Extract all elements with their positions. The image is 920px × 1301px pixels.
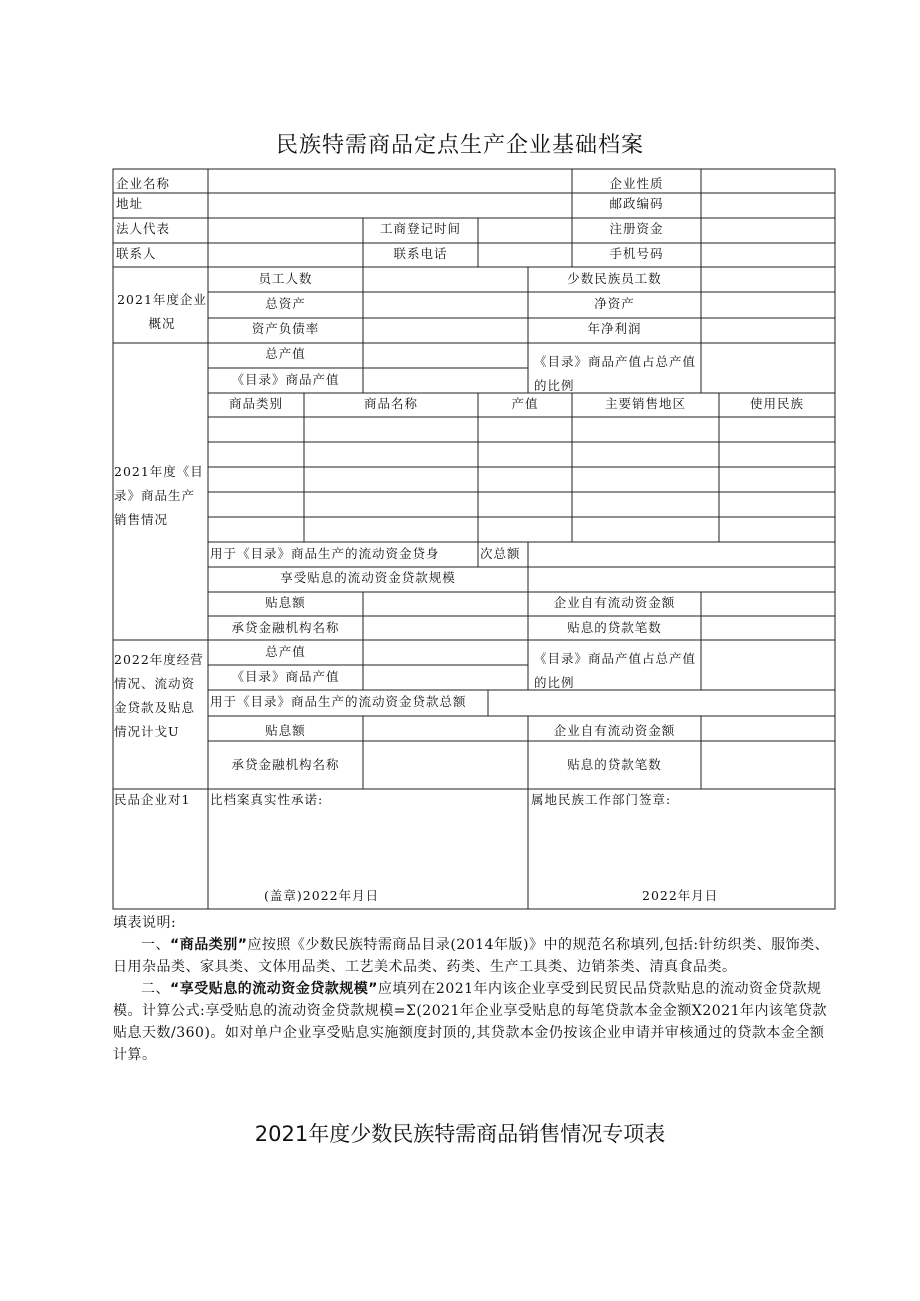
note-2-term: “享受贴息的流动资金贷款规模”	[170, 981, 378, 997]
label-total-output: 总产值	[265, 346, 306, 361]
label-debt-ratio: 资产负债率	[251, 321, 320, 336]
label-contact: 联系人	[116, 246, 157, 261]
label-loan-count: 贴息的贷款笔数	[567, 620, 662, 635]
label-loan-total-suffix: 次总额	[480, 546, 521, 561]
label-own-funds-2022: 企业自有流动资金额	[553, 723, 676, 738]
notes-heading: 填表说明:	[113, 915, 177, 931]
fill-instructions	[113, 912, 838, 1066]
label-sales-2021: 2021年度《目录》商品生产销售情况	[114, 464, 204, 527]
label-commitment: 比档案真实性承诺:	[210, 792, 324, 807]
label-employees: 员工人数	[258, 271, 313, 286]
label-overview-2021: 2021年度企业概况	[117, 292, 207, 331]
col-header-region: 主要销售地区	[604, 396, 686, 411]
label-net-profit: 年净利润	[587, 321, 642, 336]
note-1	[113, 934, 838, 978]
col-header-ethnic: 使用民族	[749, 396, 804, 411]
label-reg-time: 工商登记时间	[379, 221, 461, 236]
label-catalog-ratio-2022: 《目录》商品产值占总产值的比例	[534, 651, 697, 690]
label-commitment-left: 民品企业对1	[114, 792, 191, 807]
label-postcode: 邮政编码	[609, 196, 664, 211]
document-title: 民族特需商品定点生产企业基础档案	[275, 133, 644, 158]
label-total-assets: 总资产	[265, 296, 306, 311]
label-legal-rep: 法人代表	[116, 221, 171, 236]
note-1-text: 应按照《少数民族特需商品目录(2014年版)》中的规范名称填列,包括:针纺织类、服饰类、日用杂品类、家具类、文体用品类、工艺美术品类、药类、生产工具类、边销茶类、清真食品类。	[113, 937, 830, 975]
second-table-title: 2021年度少数民族特需商品销售情况专项表	[254, 1122, 666, 1146]
label-dept-sign: 属地民族工作部门签章:	[531, 792, 672, 807]
label-total-output-2022: 总产值	[265, 644, 306, 659]
label-loan-count-2022: 贴息的贷款笔数	[567, 757, 662, 772]
label-catalog-output: 《目录》商品产值	[231, 372, 340, 387]
label-net-assets: 净资产	[594, 296, 635, 311]
label-catalog-output-2022: 《目录》商品产值	[231, 669, 340, 684]
label-loan-total: 用于《目录》商品生产的流动资金贷身	[210, 546, 440, 561]
col-header-name: 商品名称	[363, 396, 418, 411]
label-loan-total-2022: 用于《目录》商品生产的流动资金贷款总额	[210, 694, 467, 709]
label-bank-name-2022: 承贷金融机构名称	[231, 757, 340, 772]
col-header-output: 产值	[511, 396, 539, 411]
label-catalog-ratio: 《目录》商品产值占总产值的比例	[534, 354, 697, 393]
note-2-prefix: 二、	[141, 981, 170, 997]
col-header-category: 商品类别	[228, 396, 283, 411]
label-plan-2022: 2022年度经营情况、流动资金贷款及贴息情况计戈U	[114, 652, 204, 739]
label-interest-subsidy: 贴息额	[265, 595, 306, 610]
label-contact-phone: 联系电话	[393, 246, 448, 261]
label-company-nature: 企业性质	[609, 176, 664, 191]
label-minority-employees: 少数民族员工数	[567, 271, 662, 286]
label-mobile: 手机号码	[609, 246, 664, 261]
label-interest-subsidy-2022: 贴息额	[265, 723, 306, 738]
note-2-text: 应填列在2021年内该企业享受到民贸民品贷款贴息的流动资金贷款规模。计算公式:享受贴息的流动资金贷款规模=Σ(2021年企业享受贴息的每笔贷款本金金额X2021年内该笔贷款贴息天数/360)。如对单户企业享受贴息实施额度封顶的,其贷款本金仍按该企业申请并审核通过的贷款本金全额计算。	[113, 981, 828, 1063]
label-bank-name: 承贷金融机构名称	[231, 620, 340, 635]
label-address: 地址	[116, 196, 144, 211]
seal-date: (盖章)2022年月日	[264, 888, 380, 903]
label-reg-capital: 注册资金	[609, 221, 664, 236]
label-company-name: 企业名称	[116, 176, 171, 191]
note-1-term: “商品类别”	[170, 937, 248, 953]
note-1-prefix: 一、	[141, 937, 170, 953]
note-2	[113, 978, 838, 1066]
label-own-funds: 企业自有流动资金额	[553, 595, 676, 610]
dept-date: 2022年月日	[642, 888, 719, 903]
label-subsidized-loan: 享受贴息的流动资金贷款规模	[280, 570, 456, 585]
